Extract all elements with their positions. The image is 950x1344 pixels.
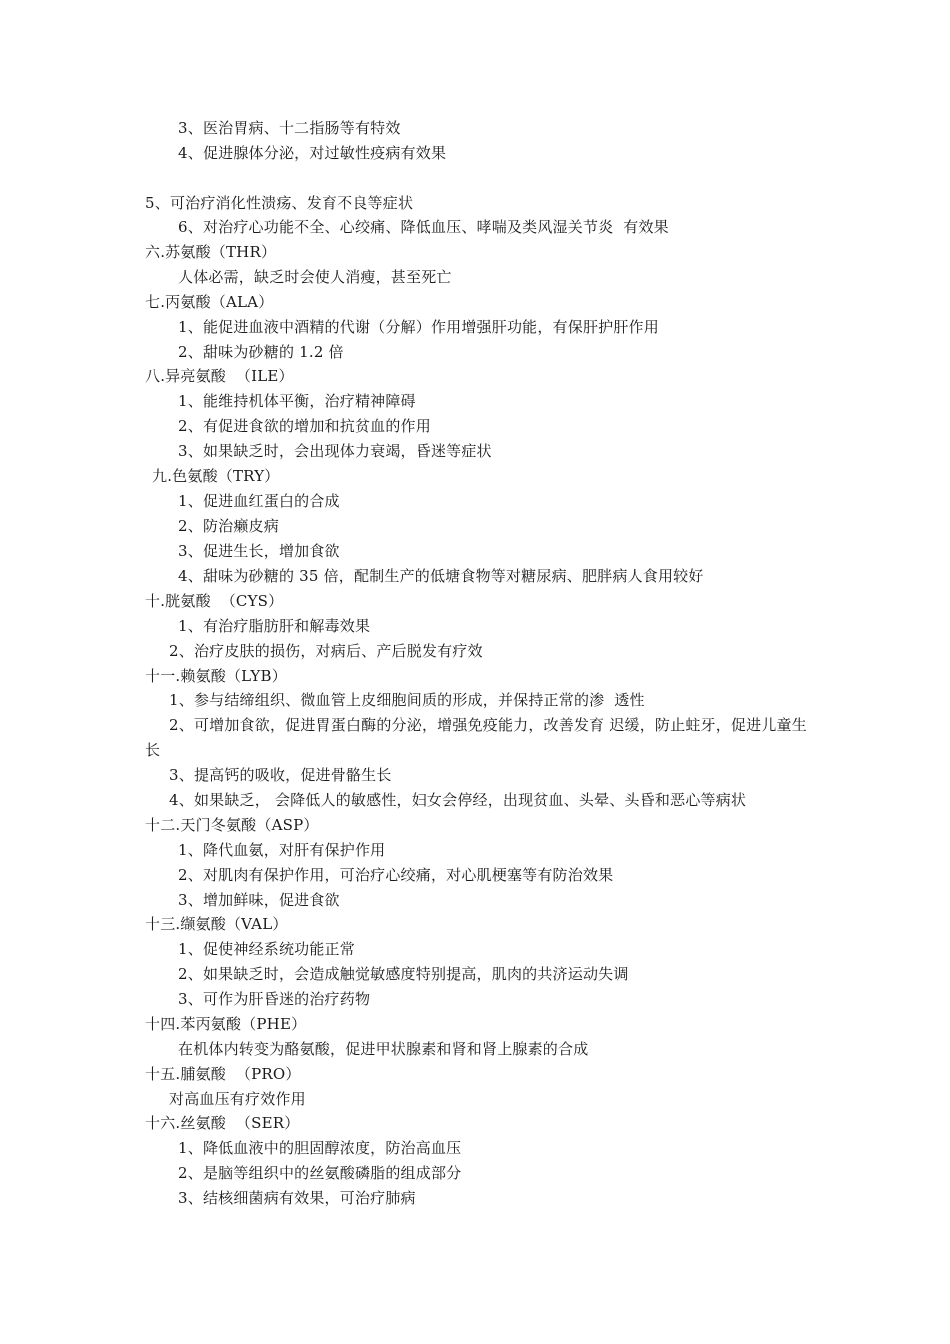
text-line: 4、促进腺体分泌，对过敏性疫病有效果 xyxy=(178,144,447,162)
text-paragraph: 2、可增加食欲，促进胃蛋白酶的分泌，增强免疫能力，改善发育 迟缓，防止蛀牙，促进儿童生长 xyxy=(145,716,807,759)
section-heading: 八.异亮氨酸 （ILE） xyxy=(145,367,294,385)
section-heading: 十五.脯氨酸 （PRO） xyxy=(145,1065,301,1083)
text-line: 2、有促进食欲的增加和抗贫血的作用 xyxy=(178,417,431,435)
text-line: 5、可治疗消化性溃疡、发育不良等症状 xyxy=(145,194,414,212)
text-line: 3、可作为肝昏迷的治疗药物 xyxy=(178,990,371,1008)
text-line: 1、能维持机体平衡，治疗精神障碍 xyxy=(178,392,416,410)
section-heading: 十二.天门冬氨酸（ASP） xyxy=(145,816,319,834)
text-line: 1、能促进血液中酒精的代谢（分解）作用增强肝功能，有保肝护肝作用 xyxy=(178,318,659,336)
text-line: 3、提高钙的吸收，促进骨骼生长 xyxy=(169,766,392,784)
text-line: 1、降代血氨，对肝有保护作用 xyxy=(178,841,386,859)
section-heading: 十六.丝氨酸 （SER） xyxy=(145,1114,300,1132)
text-line: 3、医治胃病、十二指肠等有特效 xyxy=(178,119,401,137)
text-line: 2、如果缺乏时，会造成触觉敏感度特别提高，肌肉的共济运动失调 xyxy=(178,965,629,983)
text-line: 3、增加鲜味，促进食欲 xyxy=(178,891,340,909)
section-heading: 十.胱氨酸 （CYS） xyxy=(145,592,284,610)
section-heading: 十三.缬氨酸（VAL） xyxy=(145,915,288,933)
text-line: 1、参与结缔组织、微血管上皮细胞间质的形成，并保持正常的渗 透性 xyxy=(169,691,645,709)
text-line: 2、防治癞皮病 xyxy=(178,517,279,535)
text-line: 1、促进血红蛋白的合成 xyxy=(178,492,340,510)
text-line: 2、是脑等组织中的丝氨酸磷脂的组成部分 xyxy=(178,1164,462,1182)
text-line: 2、对肌肉有保护作用，可治疗心绞痛，对心肌梗塞等有防治效果 xyxy=(178,866,614,884)
text-line: 2、甜味为砂糖的 1.2 倍 xyxy=(178,343,344,361)
section-heading: 九.色氨酸（TRY） xyxy=(152,467,280,485)
text-line: 3、如果缺乏时，会出现体力衰竭，昏迷等症状 xyxy=(178,442,492,460)
section-heading: 十四.苯丙氨酸（PHE） xyxy=(145,1015,307,1033)
section-heading: 七.丙氨酸（ALA） xyxy=(145,293,274,311)
text-line: 6、对治疗心功能不全、心绞痛、降低血压、哮喘及类风湿关节炎 有效果 xyxy=(178,218,669,236)
text-line: 人体必需，缺乏时会使人消瘦，甚至死亡 xyxy=(178,268,452,286)
section-heading: 六.苏氨酸（THR） xyxy=(145,243,277,261)
text-line: 4、如果缺乏， 会降低人的敏感性，妇女会停经，出现贫血、头晕、头昏和恶心等病状 xyxy=(169,791,747,809)
text-line: 1、促使神经系统功能正常 xyxy=(178,940,355,958)
text-line: 3、促进生长，增加食欲 xyxy=(178,542,340,560)
text-line: 1、有治疗脂肪肝和解毒效果 xyxy=(178,617,371,635)
text-line: 3、结核细菌病有效果，可治疗肺病 xyxy=(178,1189,416,1207)
text-line: 4、甜味为砂糖的 35 倍，配制生产的低塘食物等对糖尿病、肥胖病人食用较好 xyxy=(178,567,704,585)
text-line: 1、降低血液中的胆固醇浓度，防治高血压 xyxy=(178,1139,462,1157)
text-line: 对高血压有疗效作用 xyxy=(169,1090,306,1108)
text-line: 在机体内转变为酪氨酸，促进甲状腺素和肾和肾上腺素的合成 xyxy=(178,1040,589,1058)
text-line: 2、治疗皮肤的损伤，对病后、产后脱发有疗效 xyxy=(169,642,483,660)
section-heading: 十一.赖氨酸（LYB） xyxy=(145,667,287,685)
